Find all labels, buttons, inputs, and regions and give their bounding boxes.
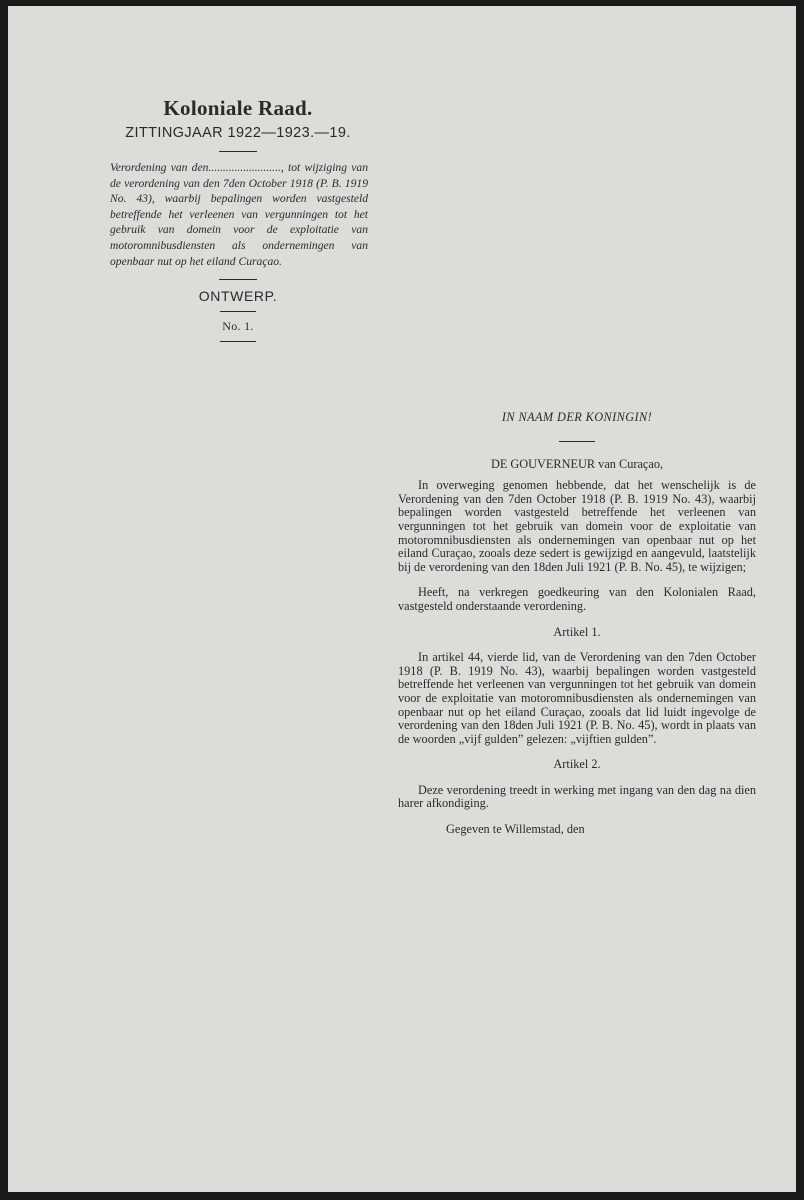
page-title: Koloniale Raad. bbox=[163, 96, 313, 120]
preamble-considering: In overweging genomen hebbende, dat het wenschelijk is de Verordening van den 7den October 1918 (P. B. 1919 No. 43), waarbij bepalingen worden vastgesteld betreffende het verleenen van vergunningen tot het gebruik van domein voor de exploitatie van motoromnibusdiensten als ondernemingen van openbaar nut op het eiland Curaçao, zooals deze sedert is gewijzigd en aangevuld, laatstelijk bij de verordening van den 18den Juli 1921 (P. B. No. 45), te wijzigen; bbox=[398, 478, 756, 574]
divider bbox=[219, 279, 257, 280]
document-page bbox=[8, 6, 796, 1192]
governor-line: DE GOUVERNEUR van Curaçao, bbox=[490, 456, 664, 471]
signature-line: Gegeven te Willemstad, den bbox=[446, 822, 585, 837]
divider bbox=[220, 311, 256, 312]
divider bbox=[559, 441, 595, 442]
preamble-enactment: Heeft, na verkregen goedkeuring van den Kolonialen Raad, vastgesteld onderstaande verordening. bbox=[398, 585, 756, 613]
divider bbox=[219, 151, 257, 152]
ordinance-description: Verordening van den........................., tot wijziging van de verordening van den 7den October 1918 (P. B. 1919 No. 43), waarbij bepalingen worden vastgesteld betreffende het verleenen van vergunningen tot het gebruik van domein voor de exploitatie van motoromnibusdiensten als ondernemingen van openbaar nut op het eiland Curaçao. bbox=[110, 161, 368, 268]
article-1-text: In artikel 44, vierde lid, van de Verordening van den 7den October 1918 (P. B. 1919 No. 43), waarbij bepalingen worden vastgesteld betreffende het verleenen van vergunningen tot het gebruik van domein voor de exploitatie van motoromnibusdiensten als ondernemingen van openbaar nut op het eiland Curaçao, zooals dat lid luidt ingevolge de verordening van den 18den Juli 1921 (P. B. No. 45), wordt in plaats van de woorden „vijf gulden” gelezen: „vijftien gulden”. bbox=[398, 650, 756, 746]
article-2-text: Deze verordening treedt in werking met ingang van den dag na dien harer afkondiging. bbox=[398, 782, 756, 811]
article-2-title: Artikel 2. bbox=[553, 757, 601, 772]
draft-label: ONTWERP. bbox=[198, 288, 278, 305]
invocation: IN NAAM DER KONINGIN! bbox=[501, 410, 653, 424]
ordinance-body bbox=[398, 411, 756, 837]
session-year: ZITTINGJAAR 1922—1923.—19. bbox=[125, 125, 351, 141]
document-number: No. 1. bbox=[222, 319, 254, 334]
article-1-title: Artikel 1. bbox=[553, 624, 601, 639]
divider bbox=[220, 341, 256, 342]
header-block bbox=[108, 96, 368, 349]
